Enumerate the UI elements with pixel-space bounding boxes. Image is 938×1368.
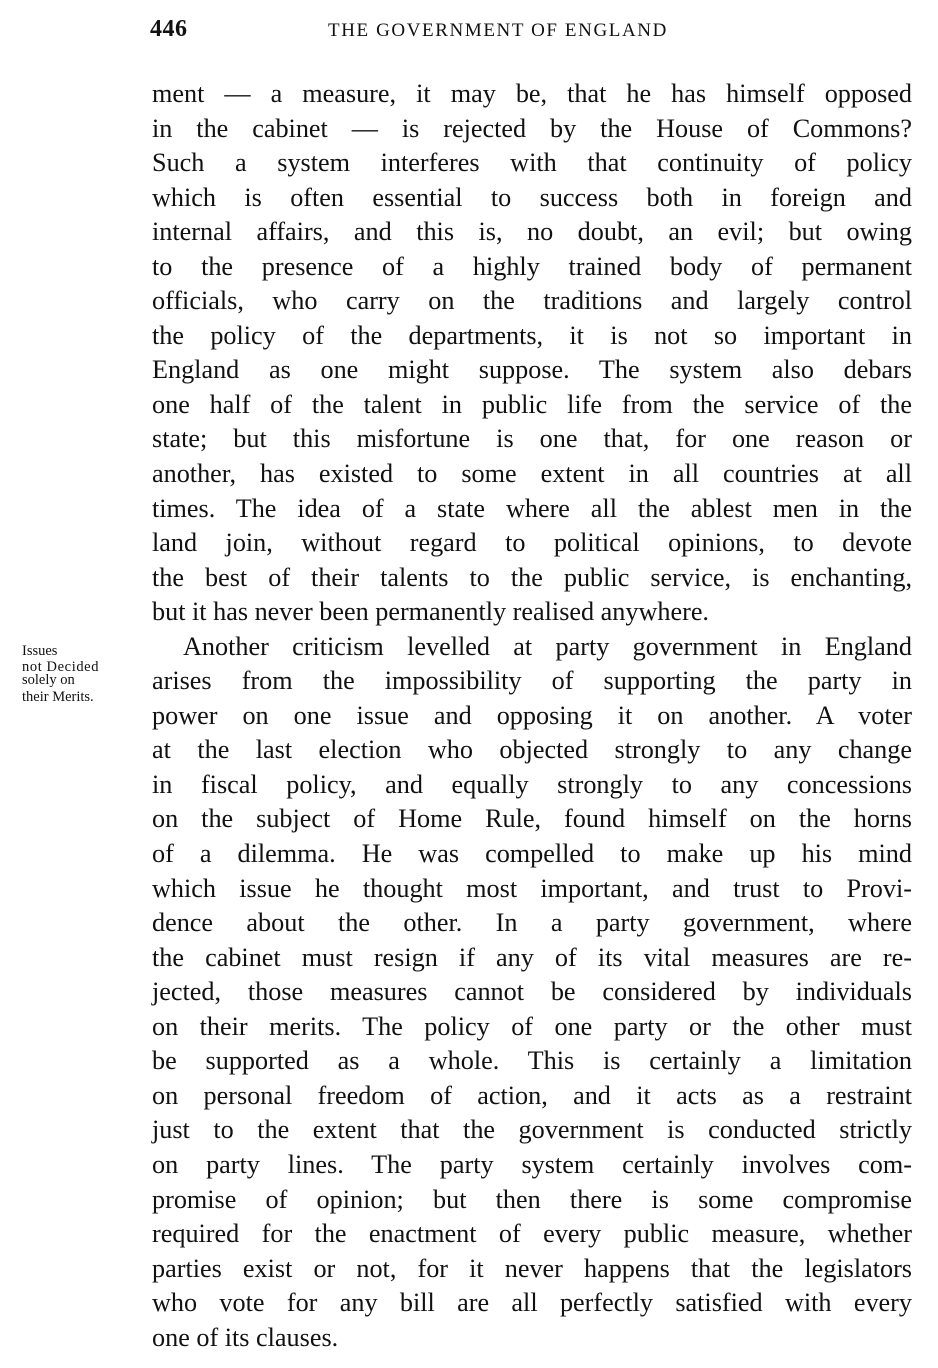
text-line: one half of the talent in public life from the service of the xyxy=(152,389,912,419)
body-text xyxy=(152,77,912,1355)
text-line: but it has never been permanently realised anywhere. xyxy=(152,597,709,627)
text-line: state; but this misfortune is one that, for one reason or xyxy=(152,424,912,454)
text-line: power on one issue and opposing it on another. A voter xyxy=(152,700,912,730)
margin-note-line: Issues xyxy=(22,643,58,659)
text-line: of a dilemma. He was compelled to make up his mind xyxy=(152,839,912,869)
text-line: to the presence of a highly trained body of permanent xyxy=(152,251,912,281)
margin-note xyxy=(22,643,152,705)
text-line: in the cabinet — is rejected by the House of Commons? xyxy=(152,113,912,143)
text-line: at the last election who objected strongly to any change xyxy=(152,735,912,765)
text-line: on the subject of Home Rule, found himself on the horns xyxy=(152,804,912,834)
text-line: jected, those measures cannot be considered by individuals xyxy=(152,977,912,1007)
text-line: which is often essential to success both in foreign and xyxy=(152,182,912,212)
text-line: the cabinet must resign if any of its vital measures are re- xyxy=(152,942,912,972)
text-line: another, has existed to some extent in all countries at all xyxy=(152,459,912,489)
running-title: THE GOVERNMENT OF ENGLAND xyxy=(328,20,668,41)
text-line: be supported as a whole. This is certainly a limitation xyxy=(152,1046,912,1076)
text-line: which issue he thought most important, and trust to Provi- xyxy=(152,873,912,903)
page-number: 446 xyxy=(150,16,188,42)
text-line: land join, without regard to political opinions, to devote xyxy=(152,528,912,558)
margin-note-line: not Decided xyxy=(22,659,100,676)
text-line: one of its clauses. xyxy=(152,1322,339,1352)
text-line: parties exist or not, for it never happens that the legislators xyxy=(152,1253,912,1283)
text-line: times. The idea of a state where all the ablest men in the xyxy=(152,493,912,523)
text-line: internal affairs, and this is, no doubt, an evil; but owing xyxy=(152,217,912,247)
text-line: Such a system interferes with that continuity of policy xyxy=(152,148,912,178)
text-line: officials, who carry on the traditions and largely control xyxy=(152,286,912,316)
text-line: the best of their talents to the public service, is enchanting, xyxy=(152,562,912,592)
text-line: England as one might suppose. The system also debars xyxy=(152,355,912,385)
text-line: who vote for any bill are all perfectly satisfied with every xyxy=(152,1288,912,1318)
text-line: in fiscal policy, and equally strongly to any concessions xyxy=(152,769,912,799)
text-line: just to the extent that the government is conducted strictly xyxy=(152,1115,912,1145)
text-line: the policy of the departments, it is not so important in xyxy=(152,320,912,350)
text-line: arises from the impossibility of supporting the party in xyxy=(152,666,912,696)
text-line: dence about the other. In a party government, where xyxy=(152,908,912,938)
text-line: required for the enactment of every public measure, whether xyxy=(152,1219,912,1249)
text-line: on party lines. The party system certainly involves com- xyxy=(152,1149,912,1179)
text-line: ment — a measure, it may be, that he has himself opposed xyxy=(152,79,912,108)
text-line: on their merits. The policy of one party or the other must xyxy=(152,1011,912,1041)
text-line: on personal freedom of action, and it acts as a restraint xyxy=(152,1080,912,1110)
text-line: Another criticism levelled at party government in England xyxy=(183,631,912,661)
text-line: promise of opinion; but then there is some compromise xyxy=(152,1184,912,1214)
margin-note-line: their Merits. xyxy=(22,688,94,705)
running-head xyxy=(150,16,910,46)
paragraph-2 xyxy=(152,630,912,1355)
margin-note-line: solely on xyxy=(22,672,75,689)
paragraph-1 xyxy=(152,77,912,630)
